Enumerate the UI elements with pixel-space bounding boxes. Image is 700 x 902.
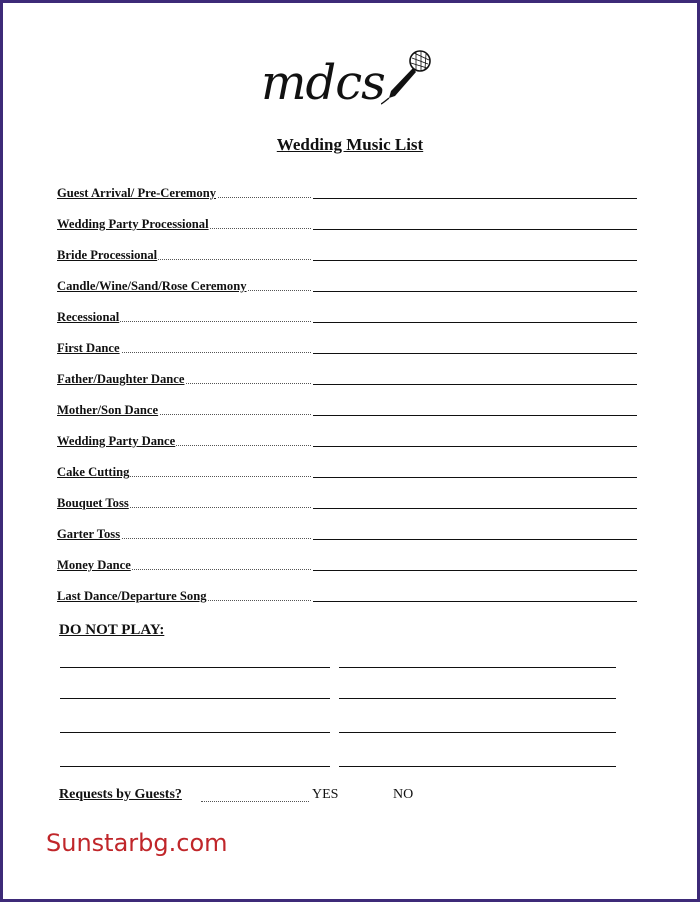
field-row <box>57 556 637 574</box>
field-row <box>57 215 637 233</box>
fill-in-line[interactable] <box>313 384 637 385</box>
field-label: Wedding Party Dance <box>57 434 176 448</box>
requests-row <box>59 787 559 807</box>
field-label: Last Dance/Departure Song <box>57 589 207 603</box>
yes-option[interactable]: YES <box>312 787 339 802</box>
fill-in-line[interactable] <box>313 198 637 199</box>
fill-in-line[interactable] <box>313 508 637 509</box>
field-row <box>57 401 637 419</box>
microphone-icon <box>381 49 433 105</box>
field-label: Wedding Party Processional <box>57 217 209 231</box>
field-row <box>57 370 637 388</box>
field-label: Father/Daughter Dance <box>57 372 185 386</box>
fill-in-line[interactable] <box>313 260 637 261</box>
field-row <box>57 494 637 512</box>
do-not-play-line[interactable] <box>60 698 330 699</box>
field-label: Money Dance <box>57 558 131 572</box>
watermark: Sunstarbg.com <box>46 829 228 857</box>
do-not-play-line[interactable] <box>60 766 330 767</box>
requests-leader-dots <box>201 801 309 802</box>
field-row <box>57 587 637 605</box>
field-row <box>57 246 637 264</box>
do-not-play-line[interactable] <box>60 667 330 668</box>
fill-in-line[interactable] <box>313 353 637 354</box>
field-row <box>57 432 637 450</box>
field-row <box>57 277 637 295</box>
field-label: Candle/Wine/Sand/Rose Ceremony <box>57 279 247 293</box>
field-label: Mother/Son Dance <box>57 403 159 417</box>
mdcs-logo <box>261 49 436 125</box>
fill-in-line[interactable] <box>313 601 637 602</box>
field-label: Recessional <box>57 310 120 324</box>
field-label: Cake Cutting <box>57 465 130 479</box>
fill-in-line[interactable] <box>313 539 637 540</box>
no-option[interactable]: NO <box>393 787 414 802</box>
field-label: First Dance <box>57 341 120 355</box>
do-not-play-heading: DO NOT PLAY: <box>59 622 165 638</box>
fill-in-line[interactable] <box>313 322 637 323</box>
page-title: Wedding Music List <box>276 135 424 154</box>
do-not-play-line[interactable] <box>339 766 616 767</box>
field-label: Bride Processional <box>57 248 158 262</box>
requests-label: Requests by Guests? <box>59 787 182 802</box>
do-not-play-line[interactable] <box>339 732 616 733</box>
fill-in-line[interactable] <box>313 415 637 416</box>
do-not-play-line[interactable] <box>60 732 330 733</box>
field-row <box>57 339 637 357</box>
fill-in-line[interactable] <box>313 570 637 571</box>
field-row <box>57 308 637 326</box>
fill-in-line[interactable] <box>313 446 637 447</box>
field-label: Guest Arrival/ Pre-Ceremony <box>57 186 217 200</box>
field-label: Garter Toss <box>57 527 121 541</box>
field-label: Bouquet Toss <box>57 496 129 510</box>
logo-text: mdcs <box>261 55 385 111</box>
field-row <box>57 525 637 543</box>
fill-in-line[interactable] <box>313 229 637 230</box>
field-row <box>57 463 637 481</box>
do-not-play-line[interactable] <box>339 698 616 699</box>
do-not-play-line[interactable] <box>339 667 616 668</box>
fill-in-line[interactable] <box>313 477 637 478</box>
field-row <box>57 184 637 202</box>
fill-in-line[interactable] <box>313 291 637 292</box>
